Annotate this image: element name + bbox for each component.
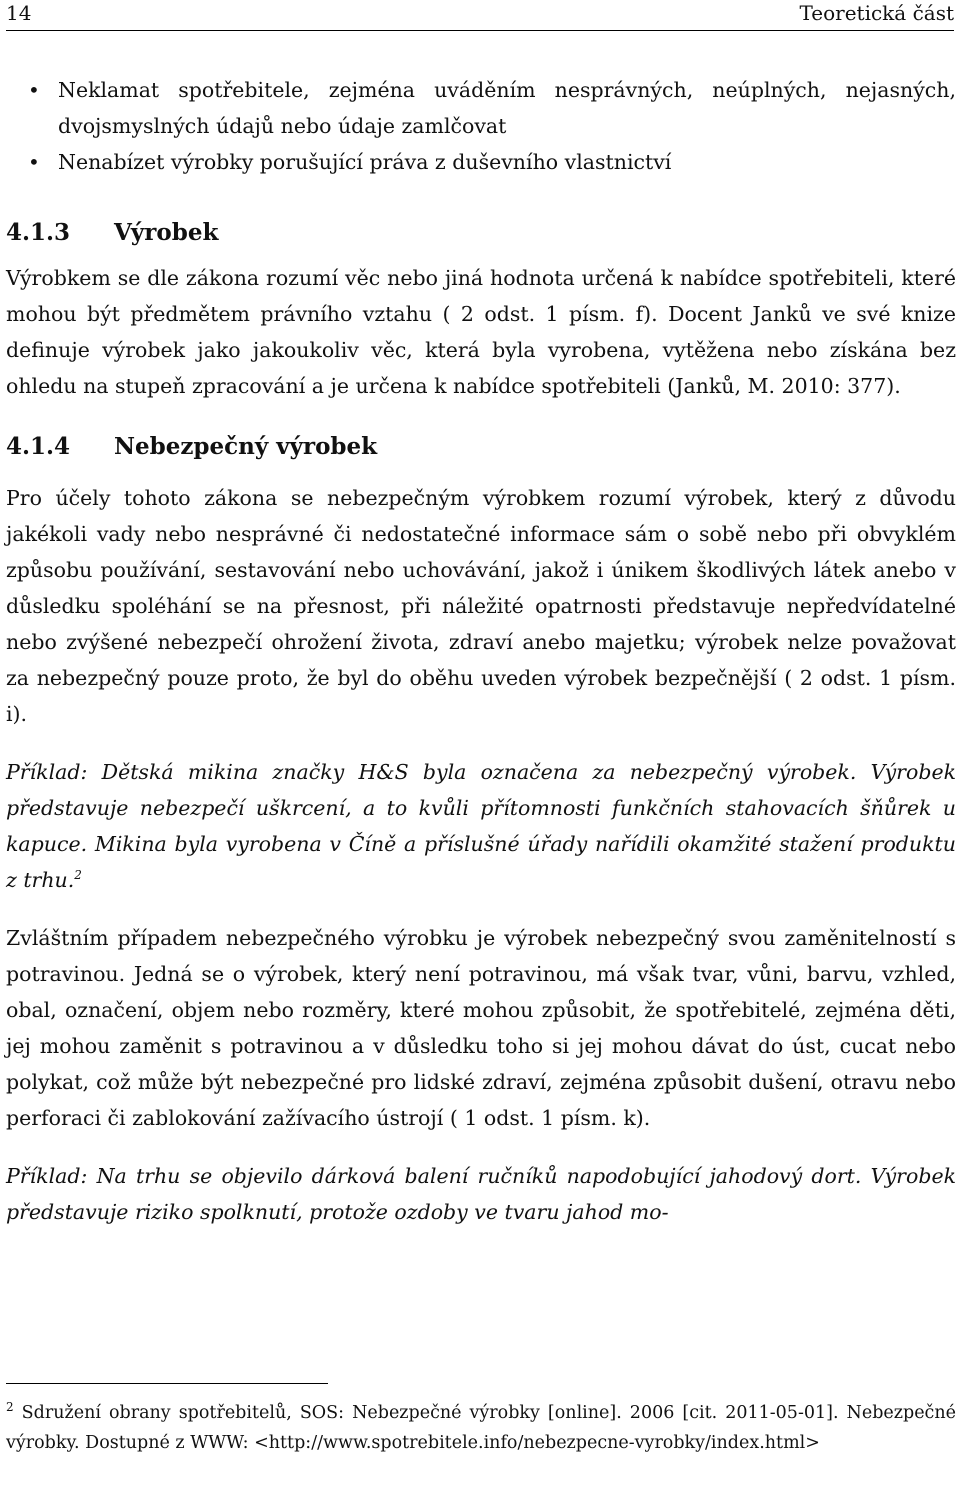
heading-number: 4.1.3 [6,219,71,246]
footnote-mark: 2 [6,1400,14,1415]
footnote-divider [6,1383,328,1384]
heading-title: Výrobek [114,219,219,246]
example-paragraph-1 [6,754,956,898]
paragraph-vyrobek: Výrobkem se dle zákona rozumí věc nebo jiná hodnota určená k nabídce spotřebiteli, které mohou být předmětem právního vztahu ( 2 odst. 1 písm. f). Docent Janků ve své knize definuje výrobek jako jakoukoliv věc, která byla vyrobena, vytěžena nebo získána bez ohledu na stupeň zpracování a je určena k nabídce spotřebiteli (Janků, M. 2010: 377). [6,266,956,398]
paragraph-zamenitelnost: Zvláštním případem nebezpečného výrobku je výrobek nebezpečný svou zaměnitelností s potravinou. Jedná se o výrobek, který není potravinou, má však tvar, vůni, barvu, vzhled, obal, označení, objem nebo rozměry, které mohou způsobit, že spotřebitelé, zejména děti, jej mohou zaměnit s potravinou a v důsledku toho si jej mohou dávat do úst, cucat nebo polykat, což může být nebezpečné pro lidské zdraví, zejména způsobit dušení, otravu nebo perforaci či zablokování zažívacího ústrojí ( 1 odst. 1 písm. k). [6,926,956,1130]
heading-4-1-3 [6,218,956,248]
page-header [6,0,954,31]
page-number: 14 [6,1,32,25]
heading-number: 4.1.4 [6,433,71,460]
list-item: • Neklamat spotřebitele, zejména uváděním nesprávných, neúplných, nejasných, dvojsmyslných údajů nebo údaje zamlčovat [6,72,956,144]
page-content [6,72,956,1230]
footnote-text: Sdružení obrany spotřebitelů, SOS: Nebezpečné výrobky [online]. 2006 [cit. 2011-05-01]. Nebezpečné výrobky. Dostupné z WWW: <http://www.spotrebitele.info/nebezpecne-vyrobky/index.html> [6,1403,956,1453]
paragraph-nebezpecny-vyrobek: Pro účely tohoto zákona se nebezpečným výrobkem rozumí výrobek, který z důvodu jakékoli vady nebo nesprávné či nedostatečné informace sám o sobě nebo při obvyklém způsobu používání, sestavování nebo uchovávání, jakož i únikem škodlivých látek anebo v důsledku spoléhání se na přesnost, při náležité opatrnosti představuje nepředvídatelné nebo zvýšené nebezpečí ohrožení života, zdraví anebo majetku; výrobek nelze považovat za nebezpečný pouze proto, že byl do oběhu uveden výrobek bezpečnější ( 2 odst. 1 písm. i). [6,486,956,726]
example-text: Příklad: Dětská mikina značky H&S byla označena za nebezpečný výrobek. Výrobek představuje nebezpečí uškrcení, a to kvůli přítomnosti funkčních stahovacích šňůrek u kapuce. Mikina byla vyrobena v Číně a příslušné úřady nařídili okamžité stažení produktu z trhu. [6,760,956,892]
list-item: • Nenabízet výrobky porušující práva z duševního vlastnictví [6,144,956,180]
example-paragraph-2: Příklad: Na trhu se objevilo dárková balení ručníků napodobující jahodový dort. Výrobek představuje riziko spolknutí, protože ozdoby ve tvaru jahod mo- [6,1164,956,1224]
footnote [6,1398,956,1458]
bullet-list [6,72,956,180]
heading-title: Nebezpečný výrobek [114,433,378,460]
footnote-reference[interactable]: 2 [74,868,82,883]
heading-4-1-4 [6,432,956,462]
section-title: Teoretická část [799,1,954,25]
